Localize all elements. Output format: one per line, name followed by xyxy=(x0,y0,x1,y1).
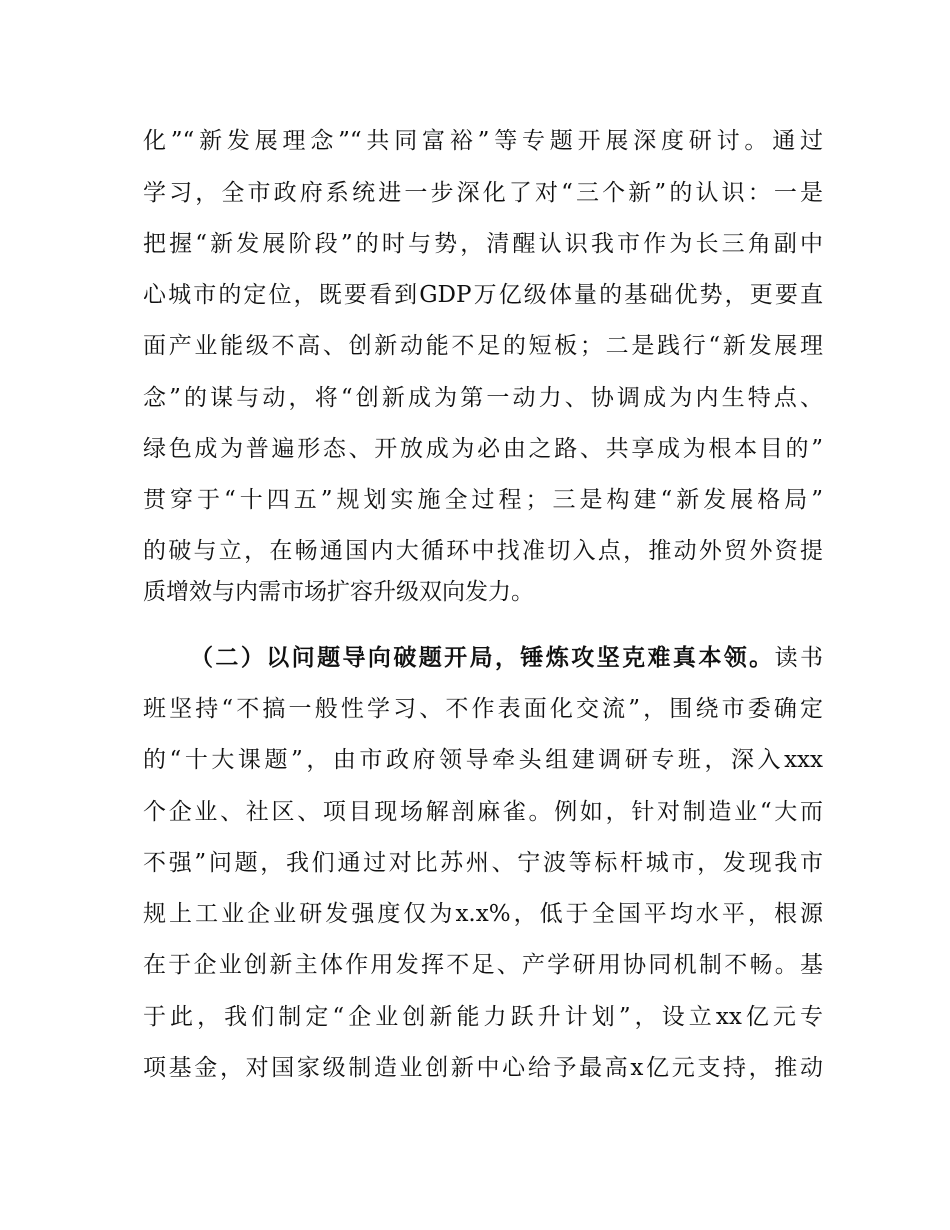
paragraph-2-line-1 xyxy=(190,636,823,680)
section-heading: （二）以问题导向破题开局，锤炼攻坚克难真本领。 xyxy=(190,645,775,671)
paragraph-2-line-4: 个企业、社区、项目现场解剖麻雀。例如，针对制造业“大而 xyxy=(143,799,823,825)
paragraph-2-line-6: 规上工业企业研发强度仅为x.x%，低于全国平均水平，根源 xyxy=(143,901,823,927)
paragraph-1-line-3: 把握“新发展阶段”的时与势，清醒认识我市作为长三角副中 xyxy=(143,231,823,257)
paragraph-1-line-7: 绿色成为普遍形态、开放成为必由之路、共享成为根本目的” xyxy=(143,436,823,462)
section-heading-continuation: 读书 xyxy=(774,645,823,671)
paragraph-2-line-7: 在于企业创新主体作用发挥不足、产学研用协同机制不畅。基 xyxy=(143,952,823,978)
paragraph-1-line-9: 的破与立，在畅通国内大循环中找准切入点，推动外贸外资提 xyxy=(143,538,823,564)
paragraph-1-line-6: 念”的谋与动，将“创新成为第一动力、协调成为内生特点、 xyxy=(143,385,823,411)
paragraph-1-line-2: 学习，全市政府系统进一步深化了对“三个新”的认识：一是 xyxy=(143,180,823,206)
paragraph-1-line-1: 化”“新发展理念”“共同富裕”等专题开展深度研讨。通过 xyxy=(143,128,823,154)
paragraph-1-line-8: 贯穿于“十四五”规划实施全过程；三是构建“新发展格局” xyxy=(143,487,823,513)
paragraph-1-line-10: 质增效与内需市场扩容升级双向发力。 xyxy=(143,579,534,605)
paragraph-1-line-5: 面产业能级不高、创新动能不足的短板；二是践行“新发展理 xyxy=(143,333,823,359)
paragraph-2-line-5: 不强”问题，我们通过对比苏州、宁波等标杆城市，发现我市 xyxy=(143,850,823,876)
paragraph-2-line-3: 的“十大课题”，由市政府领导牵头组建调研专班，深入xxx xyxy=(143,747,823,773)
paragraph-2-line-2: 班坚持“不搞一般性学习、不作表面化交流”，围绕市委确定 xyxy=(143,696,823,722)
paragraph-1-line-4: 心城市的定位，既要看到GDP万亿级体量的基础优势，更要直 xyxy=(143,282,823,308)
paragraph-2-line-9: 项基金，对国家级制造业创新中心给予最高x亿元支持，推动 xyxy=(143,1055,823,1081)
paragraph-2-line-8: 于此，我们制定“企业创新能力跃升计划”，设立xx亿元专 xyxy=(143,1004,823,1030)
